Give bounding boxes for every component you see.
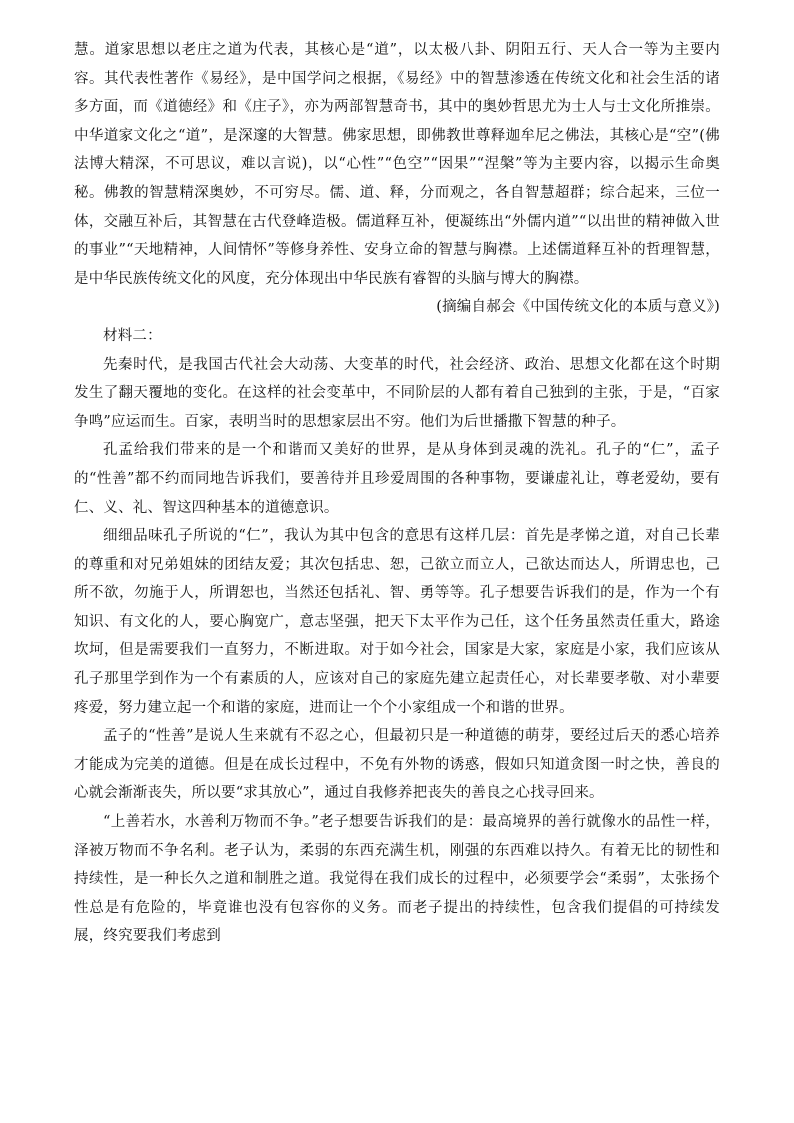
material2-label: 材料二： (103, 327, 162, 344)
material2-paragraph-2: 孔孟给我们带来的是一个和谐而又美好的世界，是从身体到灵魂的洗礼。孔子的“仁”，孟子的“性善”都不约而同地告诉我们，要善待并且珍爱周围的各种事物，要谦虚礼让，尊老爱幼，要有仁、义、礼、智这四种基本的道德意识。 (74, 442, 720, 516)
material2-paragraph-4: 孟子的“性善”是说人生来就有不忍之心，但最初只是一种道德的萌芽，要经过后天的悉心培养才能成为完美的道德。但是在成长过程中，不免有外物的诱惑，假如只知道贪图一时之快，善良的心就会渐渐丧失，所以要“求其放心”，通过自我修养把丧失的善良之心找寻回来。 (74, 728, 720, 802)
material2-paragraph-5: “上善若水，水善利万物而不争。”老子想要告诉我们的是：最高境界的善行就像水的品性一样，泽被万物而不争名利。老子认为，柔弱的东西充满生机，刚强的东西难以持久。有着无比的韧性和持续性，是一种长久之道和制胜之道。我觉得在我们成长的过程中，必须要学会“柔弱”，太张扬个性总是有危险的，毕竟谁也没有包容你的义务。而老子提出的持续性，包含我们提倡的可持续发展，终究要我们考虑到 (74, 814, 720, 945)
material2-paragraph-3: 细细品味孔子所说的“仁”，我认为其中包含的意思有这样几层：首先是孝悌之道，对自己长辈的尊重和对兄弟姐妹的团结友爱；其次包括忠、恕，己欲立而立人，己欲达而达人，所谓忠也，己所不欲，勿施于人，所谓恕也，当然还包括礼、智、勇等等。孔子想要告诉我们的是，作为一个有知识、有文化的人，要心胸宽广，意志坚强，把天下太平作为己任，这个任务虽然责任重大，路途坎坷，但是需要我们一直努力，不断进取。对于如今社会，国家是大家，家庭是小家，我们应该从孔子那里学到作为一个有素质的人，应该对自己的家庭先建立起责任心，对长辈要孝敬、对小辈要疼爱，努力建立起一个和谐的家庭，进而让一个个小家组成一个和谐的世界。 (74, 528, 720, 716)
material2-paragraph-1: 先秦时代，是我国古代社会大动荡、大变革的时代，社会经济、政治、思想文化都在这个时期发生了翻天覆地的变化。在这样的社会变革中，不同阶层的人都有着自己独到的主张，于是，“百家争鸣”应运而生。百家，表明当时的思想家层出不穷。他们为后世播撒下智慧的种子。 (74, 356, 720, 430)
document-page (74, 36, 720, 951)
material1-paragraph: 慧。道家思想以老庄之道为代表，其核心是“道”，以太极八卦、阴阳五行、天人合一等为主要内容。其代表性著作《易经》，是中国学问之根据，《易经》中的智慧渗透在传统文化和社会生活的诸多方面，而《道德经》和《庄子》，亦为两部智慧奇书，其中的奥妙哲思尤为士人与士文化所推崇。中华道家文化之“道”，是深邃的大智慧。佛家思想，即佛教世尊释迦牟尼之佛法，其核心是“空”(佛法博大精深，不可思议，难以言说)，以“心性”“色空”“因果”“涅槃”等为主要内容，以揭示生命奥秘。佛教的智慧精深奥妙，不可穷尽。儒、道、释，分而观之，各自智慧超群；综合起来，三位一体，交融互补后，其智慧在古代登峰造极。儒道释互补，便凝练出“外儒内道”“以出世的精神做入世的事业”“天地精神，人间情怀”等修身养性、安身立命的智慧与胸襟。上述儒道释互补的哲理智慧，是中华民族传统文化的风度，充分体现出中华民族有睿智的头脑与博大的胸襟。 (74, 42, 720, 287)
source-citation: (摘编自郝会《中国传统文化的本质与意义》) (436, 299, 720, 316)
